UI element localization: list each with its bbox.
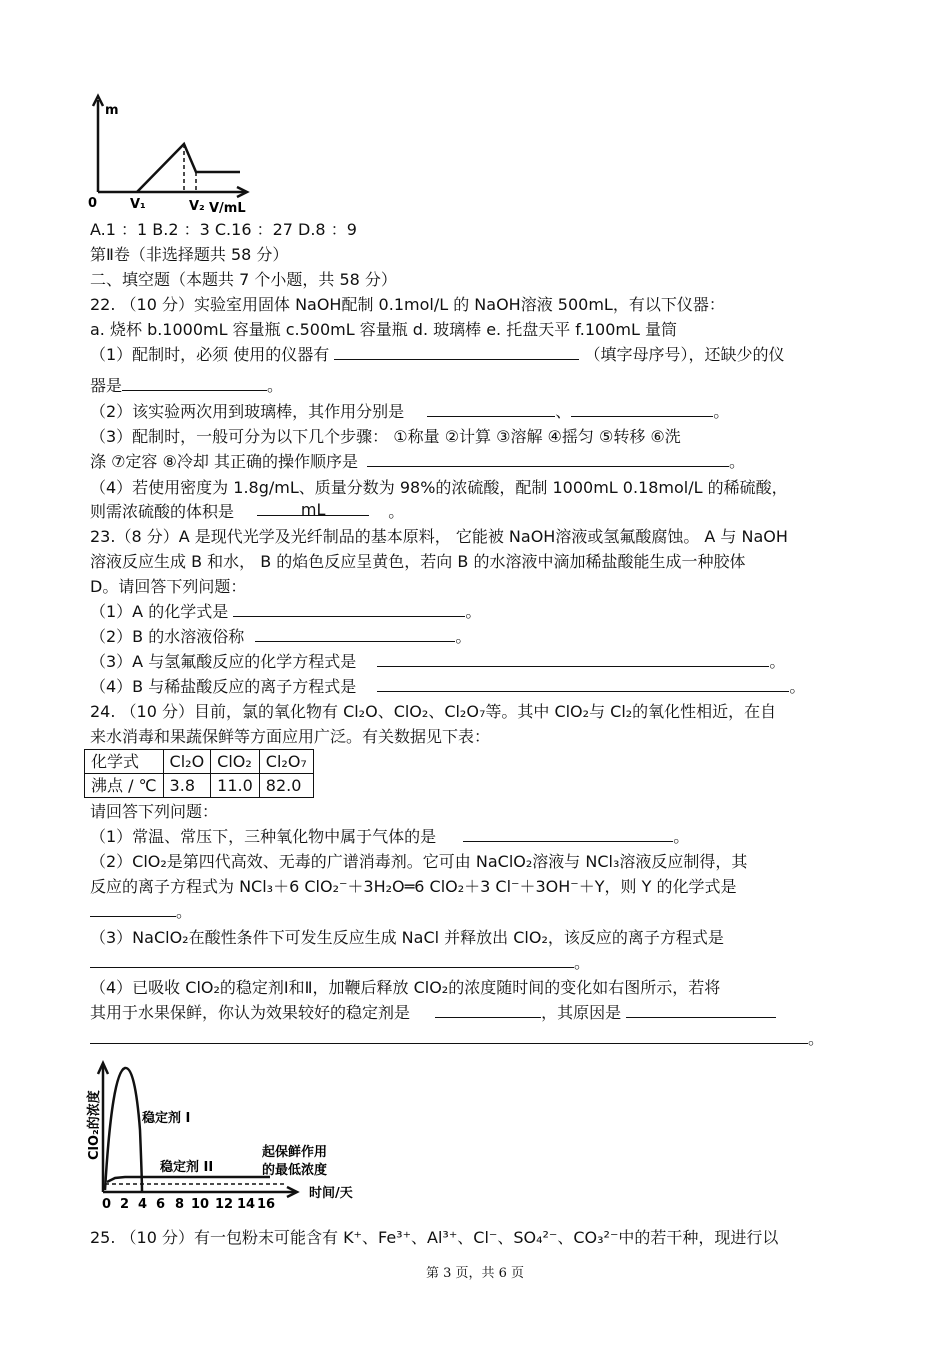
- q22-part1-blank2[interactable]: [122, 376, 267, 391]
- table-cell: 3.8: [163, 774, 211, 798]
- q24-stem-line2: 来水消毒和果蔬保鲜等方面应用广泛。有关数据见下表：: [90, 727, 491, 746]
- q24-part2-line1: （2）ClO₂是第四代高效、无毒的广谱消毒剂。它可由 NaClO₂溶液与 NCl₃溶液反应制得，其: [90, 852, 748, 871]
- q23-stem-line3: D。请回答下列问题：: [90, 577, 247, 596]
- q22-part3-line2: [90, 451, 745, 473]
- q24-part4-text2: ，其原因是: [541, 1003, 622, 1022]
- graph2-tick: 14: [237, 1197, 256, 1212]
- table-row: [85, 750, 314, 774]
- q24-part4-line3: [90, 1028, 824, 1050]
- q22-part1-blank1[interactable]: [334, 345, 579, 360]
- q23-part1-text: （1）A 的化学式是: [90, 602, 229, 621]
- q22-part3-blank[interactable]: [367, 452, 729, 467]
- graph2-tick: 12: [215, 1197, 234, 1212]
- table-cell: Cl₂O₇: [259, 750, 313, 774]
- q24-part1-blank[interactable]: [463, 827, 673, 842]
- q24-part1-end: 。: [673, 827, 690, 846]
- graph1-v1: V₁: [130, 197, 146, 212]
- q24-part4-blank3[interactable]: [90, 1029, 808, 1044]
- graph2-curve1-label: 稳定剂 I: [142, 1111, 191, 1126]
- graph2-tick: 16: [257, 1197, 276, 1212]
- q23-part1: [90, 601, 481, 623]
- q22-part4-blank[interactable]: [257, 500, 369, 519]
- q22-part3-line1: （3）配制时，一般可分为以下几个步骤： ①称量 ②计算 ③溶解 ④摇匀 ⑤转移 ⑥洗: [90, 427, 681, 446]
- q24-part2-line3: [90, 901, 192, 923]
- q23-part1-end: 。: [465, 602, 482, 621]
- graph2-tick: 8: [175, 1197, 185, 1212]
- q23-part2-end: 。: [455, 627, 472, 646]
- q23-part1-blank[interactable]: [233, 602, 465, 617]
- boiling-point-table: [84, 749, 314, 798]
- q22-part2-blank2[interactable]: [571, 402, 713, 417]
- q21-options: A.1 ：1 B.2 ：3 C.16 ：27 D.8 ：9: [90, 220, 357, 239]
- q24-part4-line2: [90, 1002, 776, 1024]
- q22-part1-line1: [90, 344, 784, 366]
- q22-part2-sep: 、: [555, 402, 572, 421]
- q23-part4-blank[interactable]: [377, 677, 789, 692]
- graph2-tick: 4: [138, 1197, 148, 1212]
- q24-part3-line2: [90, 952, 590, 974]
- q24-part4-text: 其用于水果保鲜，你认为效果较好的稳定剂是: [90, 1003, 411, 1022]
- q23-part4-text: （4）B 与稀盐酸反应的离子方程式是: [90, 677, 357, 696]
- q22-part2-end: 。: [713, 402, 730, 421]
- table-cell: 82.0: [259, 774, 313, 798]
- q22-part1-line2: [90, 375, 283, 397]
- graph2-note-1: 起保鲜作用: [262, 1145, 328, 1160]
- q24-part4-blank2[interactable]: [626, 1003, 776, 1018]
- graph1-x-label: V/mL: [209, 201, 246, 214]
- q24-part3-blank[interactable]: [90, 953, 574, 968]
- table-cell: ClO₂: [211, 750, 260, 774]
- q22-part2-blank1[interactable]: [427, 402, 555, 417]
- q25-stem: 25. （10 分）有一包粉末可能含有 K⁺、Fe³⁺、Al³⁺、Cl⁻、SO₄²⁻、CO₃²⁻中的若干种，现进行以: [90, 1228, 779, 1247]
- q23-part2: [90, 626, 471, 648]
- q24-part4-end: 。: [808, 1029, 825, 1048]
- page-footer: 第 3 页，共 6 页: [425, 1266, 525, 1281]
- graph2-tick: 6: [156, 1197, 166, 1212]
- section-title: 第Ⅱ卷（非选择题共 58 分）: [90, 245, 289, 264]
- q24-part2-end: 。: [176, 902, 193, 921]
- q22-part2: [90, 401, 729, 423]
- q24-part4-line1: （4）已吸收 ClO₂的稳定剂Ⅰ和Ⅱ，加鞭后释放 ClO₂的浓度随时间的变化如右图所示，若将: [90, 978, 721, 997]
- graph2-note-2: 的最低浓度: [262, 1163, 328, 1178]
- clo2-concentration-graph: [85, 1060, 375, 1212]
- q22-part4-end: 。: [388, 502, 405, 521]
- graph2-tick: 0: [102, 1197, 112, 1212]
- q23-part3-end: 。: [769, 652, 786, 671]
- q24-part2-blank[interactable]: [90, 902, 176, 917]
- graph1-origin: 0: [88, 196, 98, 211]
- graph2-y-label: ClO₂的浓度: [87, 1090, 102, 1160]
- q24-part3-end: 。: [574, 953, 591, 972]
- q23-part4-end: 。: [789, 677, 806, 696]
- q24-part1: [90, 826, 689, 848]
- q23-stem-line2: 溶液反应生成 B 和水， B 的焰色反应呈黄色，若向 B 的水溶液中滴加稀盐酸能生成一种胶体: [90, 552, 746, 571]
- mass-volume-graph: [85, 92, 260, 214]
- table-row: [85, 774, 314, 798]
- table-cell: 化学式: [85, 750, 164, 774]
- q23-part2-text: （2）B 的水溶液俗称: [90, 627, 245, 646]
- graph2-curve2-label: 稳定剂 II: [160, 1160, 214, 1175]
- q22-part4-unit: mL: [300, 500, 326, 519]
- q22-part3-end: 。: [729, 452, 746, 471]
- section-two-title: 二、填空题（本题共 7 个小题，共 58 分）: [90, 270, 397, 289]
- q23-part3-blank[interactable]: [377, 652, 769, 667]
- q23-part3-text: （3）A 与氢氟酸反应的化学方程式是: [90, 652, 357, 671]
- table-cell: 沸点 / ℃: [85, 774, 164, 798]
- q23-part4: [90, 676, 805, 698]
- table-cell: Cl₂O: [163, 750, 211, 774]
- graph1-v2: V₂: [189, 199, 205, 214]
- q22-instruments: a. 烧杯 b.1000mL 容量瓶 c.500mL 容量瓶 d. 玻璃棒 e. 托盘天平 f.100mL 量筒: [90, 320, 677, 339]
- q24-part4-blank1[interactable]: [435, 1003, 541, 1018]
- q24-stem-line1: 24. （10 分）目前，氯的氧化物有 Cl₂O、ClO₂、Cl₂O₇等。其中 ClO₂与 Cl₂的氧化性相近，在自: [90, 702, 777, 721]
- q22-part1-text: （1）配制时，必须 使用的仪器有: [90, 345, 330, 364]
- q22-stem: 22. （10 分）实验室用固体 NaOH配制 0.1mol/L 的 NaOH溶液 500mL，有以下仪器：: [90, 295, 725, 314]
- table-cell: 11.0: [211, 774, 260, 798]
- graph2-x-label: 时间/天: [309, 1186, 353, 1201]
- q22-part4-text: 则需浓硫酸的体积是: [90, 502, 235, 521]
- q22-part1-text2: （填字母序号），还缺少的仪: [584, 345, 785, 364]
- q22-part1-text3: 器是: [90, 376, 123, 395]
- graph2-tick: 10: [191, 1197, 210, 1212]
- q24-part2-line2: 反应的离子方程式为 NCl₃＋6 ClO₂⁻＋3H₂O═6 ClO₂＋3 Cl⁻＋3OH⁻＋Y，则 Y 的化学式是: [90, 877, 737, 896]
- q24-ask: 请回答下列问题：: [90, 802, 219, 821]
- graph1-y-label: m: [105, 103, 119, 118]
- q24-part1-text: （1）常温、常压下，三种氧化物中属于气体的是: [90, 827, 437, 846]
- q22-part3-text: 涤 ⑦定容 ⑧冷却 其正确的操作顺序是: [90, 452, 358, 471]
- q23-part3: [90, 651, 785, 673]
- q23-stem-line1: 23.（8 分）A 是现代光学及光纤制品的基本原料， 它能被 NaOH溶液或氢氟酸腐蚀。 A 与 NaOH: [90, 527, 788, 546]
- q22-part1-end: 。: [267, 376, 284, 395]
- q22-part2-text: （2）该实验两次用到玻璃棒，其作用分别是: [90, 402, 405, 421]
- q23-part2-blank[interactable]: [255, 627, 455, 642]
- q22-part4-line1: （4）若使用密度为 1.8g/mL、质量分数为 98%的浓硫酸，配制 1000mL 0.18mol/L 的稀硫酸，: [90, 478, 788, 497]
- q22-part4-line2: [90, 501, 404, 523]
- q24-part3-line1: （3）NaClO₂在酸性条件下可发生反应生成 NaCl 并释放出 ClO₂，该反应的离子方程式是: [90, 928, 724, 947]
- graph2-tick: 2: [120, 1197, 130, 1212]
